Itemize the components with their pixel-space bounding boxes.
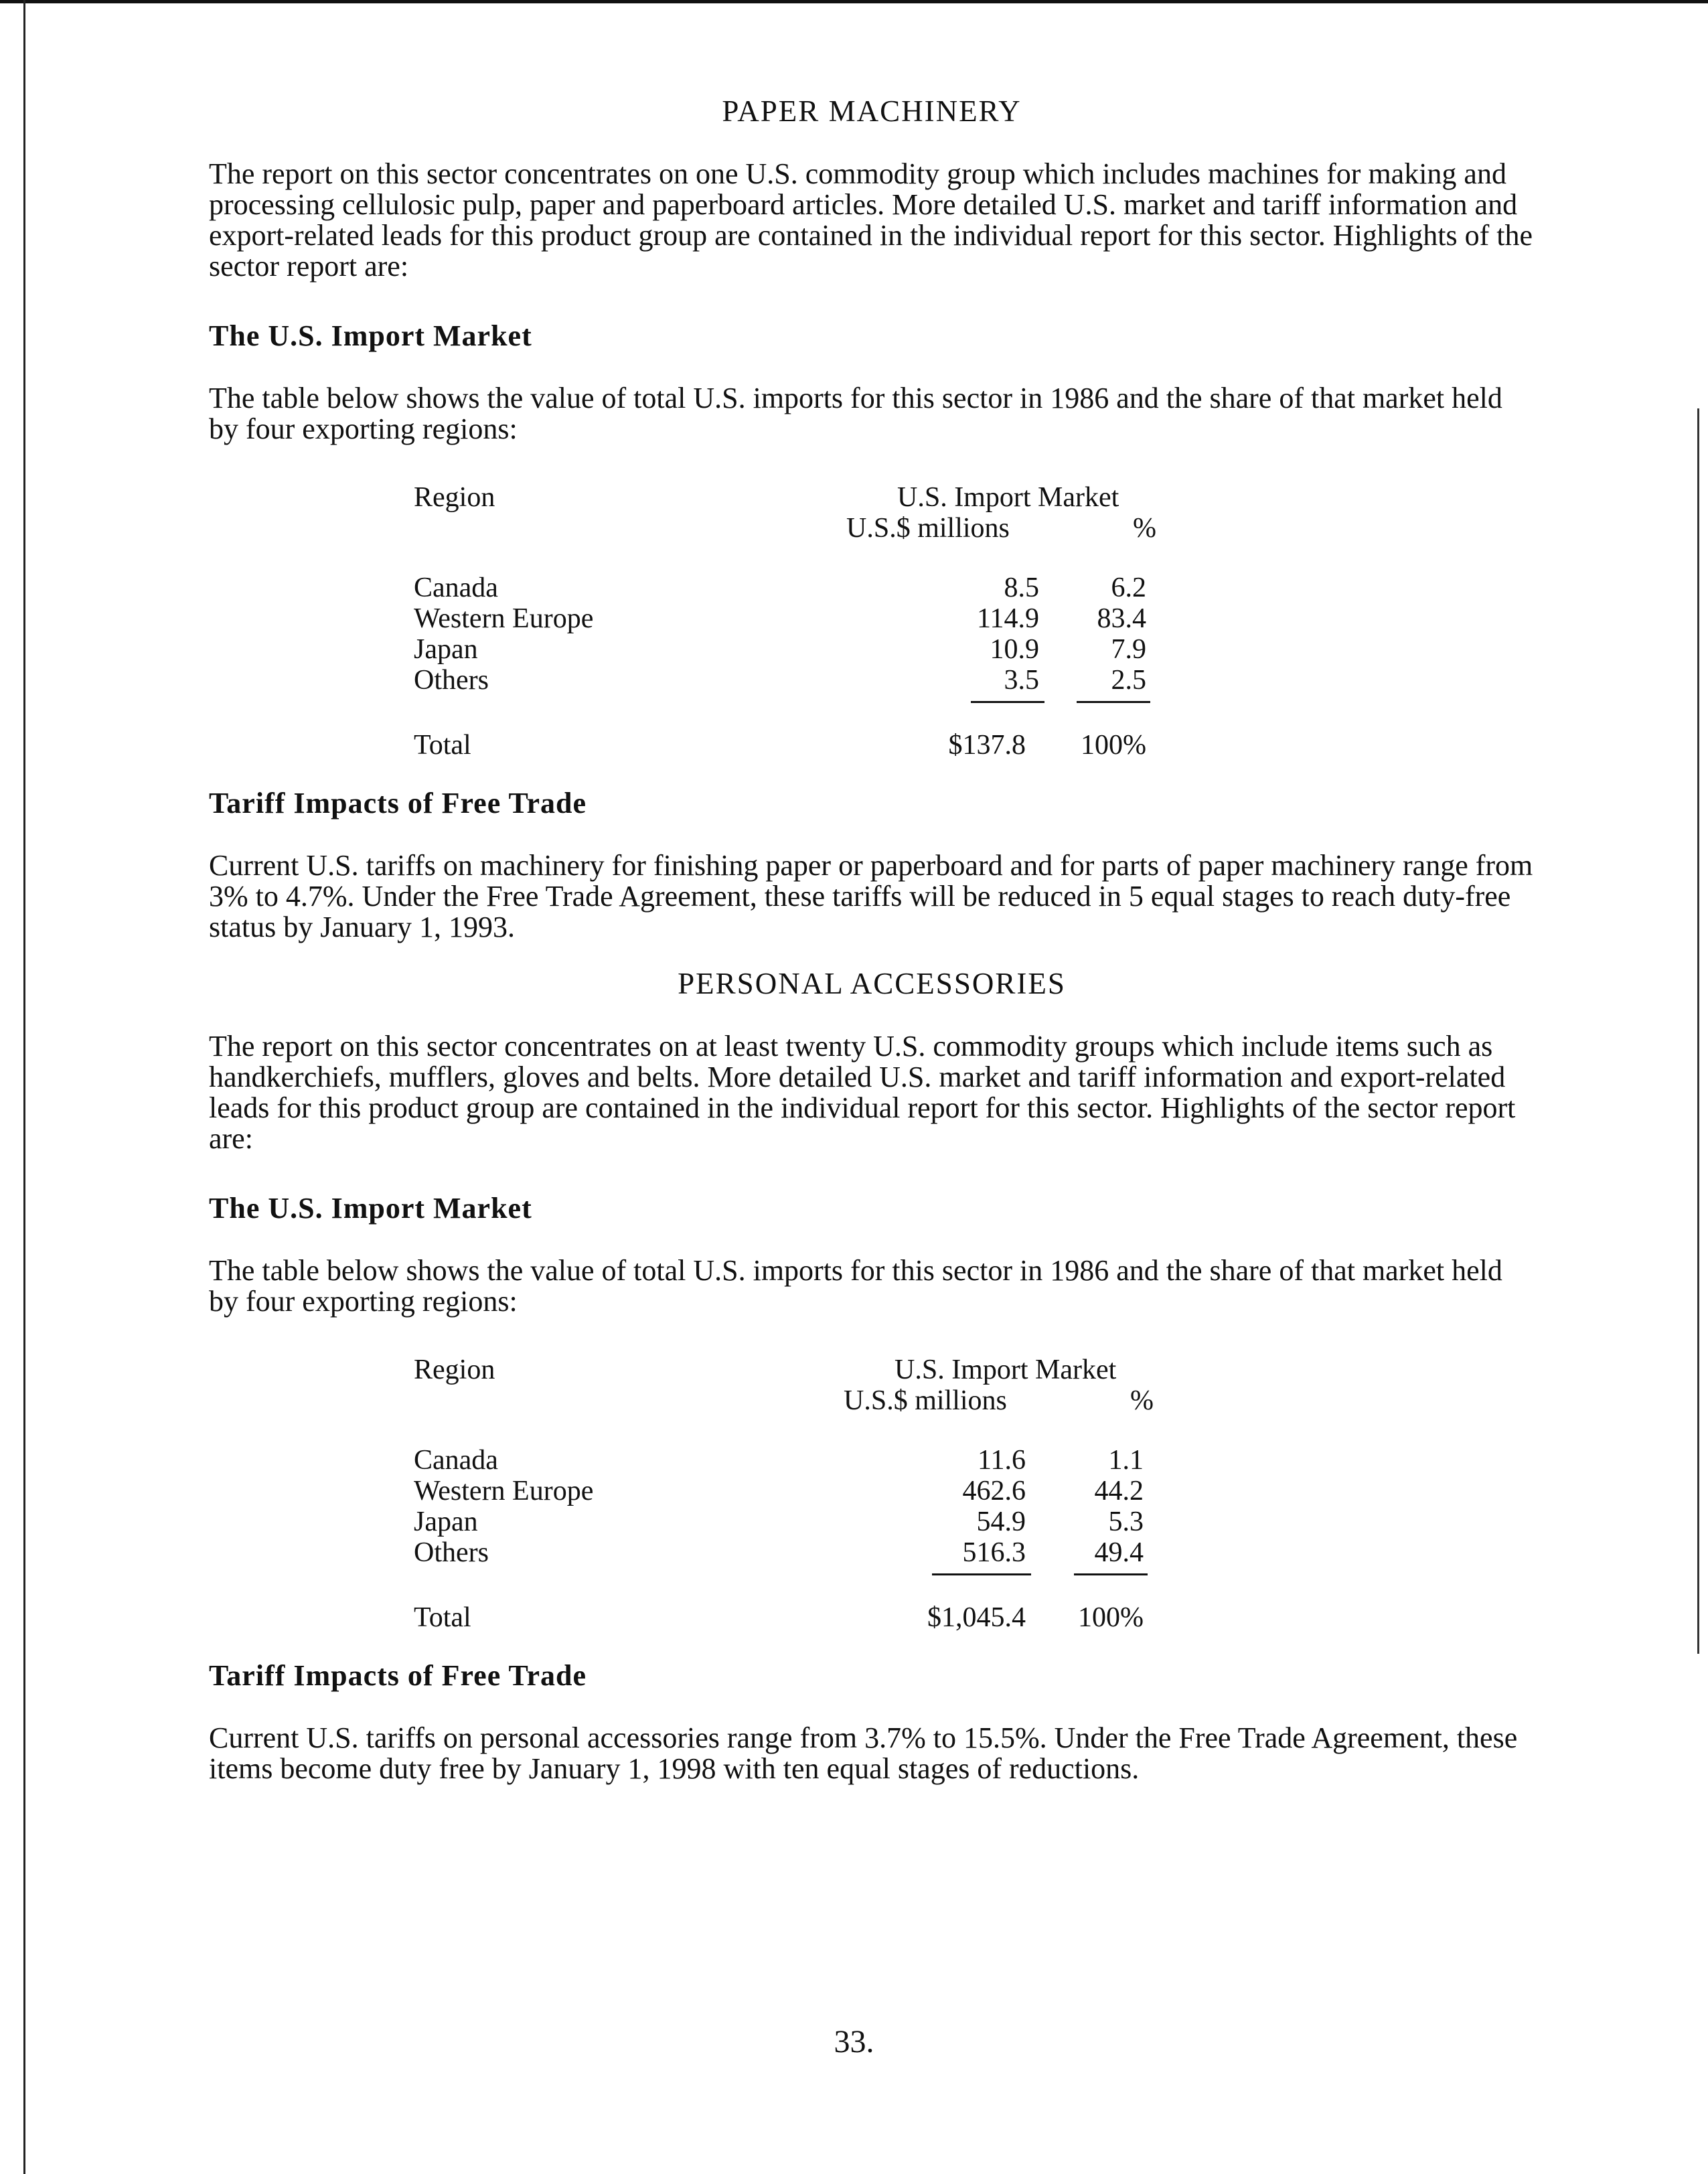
region-header: Region — [414, 482, 495, 513]
total-label: Total — [414, 730, 471, 761]
total-pct: 100% — [1081, 730, 1146, 761]
row-region: Western Europe — [414, 1476, 594, 1506]
tariff-text: Current U.S. tariffs on personal accessories range from 3.7% to 15.5%. Under the Free Trade Agreement, these items become duty free by January 1, 1998 with ten equal stages of reductions. — [209, 1721, 1518, 1785]
row-pct: 6.2 — [1111, 572, 1146, 603]
row-region: Japan — [414, 634, 478, 665]
market-heading: The U.S. Import Market — [209, 319, 532, 352]
value-subtotal-rule — [932, 1573, 1031, 1575]
import-market-table — [209, 481, 1535, 763]
page-top-edge — [0, 0, 1708, 3]
page-number: 33. — [834, 2024, 874, 2060]
row-value: 8.5 — [1004, 572, 1039, 603]
import-market-table — [209, 1354, 1535, 1635]
row-pct: 44.2 — [1094, 1476, 1144, 1506]
total-pct: 100% — [1078, 1602, 1144, 1633]
tariff-heading: Tariff Impacts of Free Trade — [209, 1659, 587, 1692]
pct-subtotal-rule — [1074, 1573, 1148, 1575]
row-value: 462.6 — [962, 1476, 1026, 1506]
row-pct: 5.3 — [1108, 1506, 1144, 1537]
section-intro: The report on this sector concentrates on at least twenty U.S. commodity groups which include items such as handkerchiefs, mufflers, gloves and belts. More detailed U.S. market and tariff information and export-related leads for this product group are contained in the individual report for this sector. Highlights of the sector report are: — [209, 1030, 1516, 1155]
row-value: 10.9 — [990, 634, 1039, 665]
row-pct: 83.4 — [1097, 603, 1146, 634]
row-region: Japan — [414, 1506, 478, 1537]
row-value: 11.6 — [978, 1445, 1026, 1476]
page-left-edge — [23, 0, 25, 2174]
market-header: U.S. Import Market — [897, 482, 1119, 513]
market-text: The table below shows the value of total U.S. imports for this sector in 1986 and the share of that market held by four exporting regions: — [209, 1254, 1502, 1318]
value-header: U.S.$ millions — [846, 513, 1010, 544]
region-header: Region — [414, 1354, 495, 1385]
total-label: Total — [414, 1602, 471, 1633]
row-region: Canada — [414, 572, 498, 603]
row-region: Others — [414, 665, 489, 696]
value-subtotal-rule — [971, 701, 1044, 703]
row-pct: 7.9 — [1111, 634, 1146, 665]
row-value: 114.9 — [977, 603, 1039, 634]
row-value: 516.3 — [962, 1537, 1026, 1568]
row-pct: 2.5 — [1111, 665, 1146, 696]
row-region: Canada — [414, 1445, 498, 1476]
section-title: PAPER MACHINERY — [722, 94, 1022, 128]
row-region: Western Europe — [414, 603, 594, 634]
value-header: U.S.$ millions — [844, 1385, 1007, 1416]
section-intro: The report on this sector concentrates on one U.S. commodity group which includes machines for making and processing cellulosic pulp, paper and paperboard articles. More detailed U.S. market and tariff information and export-related leads for this product group are contained in the individual report for this sector. Highlights of the sector report are: — [209, 157, 1533, 283]
document-body — [209, 94, 1535, 1784]
market-header: U.S. Import Market — [895, 1354, 1117, 1385]
page-right-edge — [1697, 408, 1699, 1654]
row-value: 54.9 — [976, 1506, 1026, 1537]
tariff-heading: Tariff Impacts of Free Trade — [209, 787, 587, 820]
market-text: The table below shows the value of total U.S. imports for this sector in 1986 and the share of that market held by four exporting regions: — [209, 382, 1502, 445]
total-value: $137.8 — [948, 730, 1026, 761]
total-value: $1,045.4 — [927, 1602, 1026, 1633]
tariff-text: Current U.S. tariffs on machinery for finishing paper or paperboard and for parts of paper machinery range from 3% to 4.7%. Under the Free Trade Agreement, these tariffs will be reduced in 5 equal stages to reach duty-free status by January 1, 1993. — [209, 849, 1533, 943]
pct-header: % — [1130, 1385, 1154, 1416]
pct-header: % — [1133, 513, 1156, 544]
row-pct: 49.4 — [1094, 1537, 1144, 1568]
market-heading: The U.S. Import Market — [209, 1192, 532, 1225]
row-region: Others — [414, 1537, 489, 1568]
row-pct: 1.1 — [1108, 1445, 1144, 1476]
section-title: PERSONAL ACCESSORIES — [678, 967, 1066, 1000]
pct-subtotal-rule — [1077, 701, 1150, 703]
row-value: 3.5 — [1004, 665, 1039, 696]
